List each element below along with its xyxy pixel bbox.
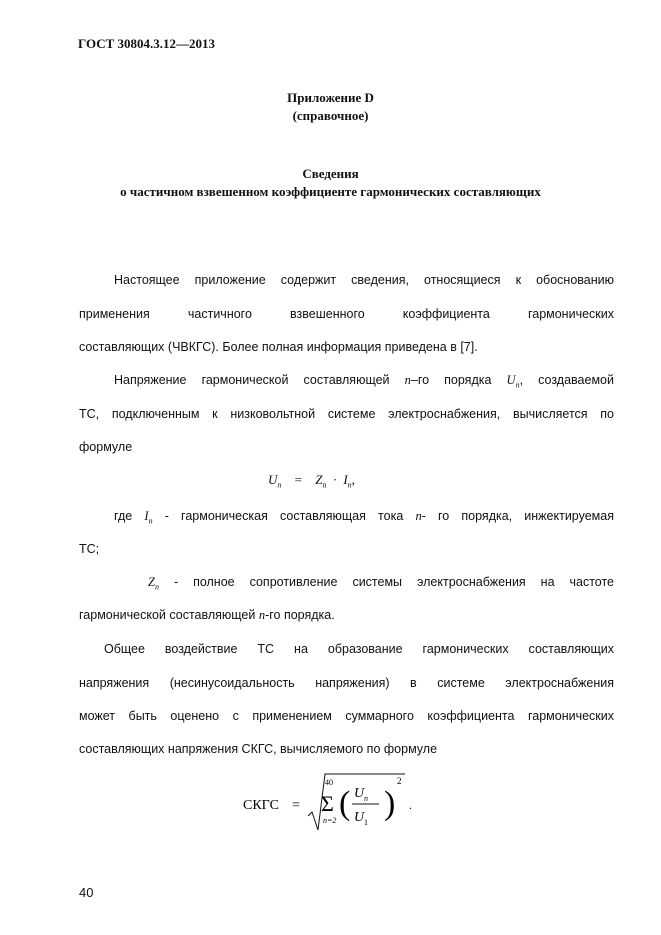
paragraph-3-line-1: Общее воздействие ТС на образование гармонических составляющих	[104, 642, 614, 656]
fraction-numerator-sub: n	[364, 794, 368, 803]
p2-text-b: –го порядка	[410, 373, 492, 387]
page-number: 40	[79, 885, 94, 900]
exponent: 2	[397, 776, 402, 786]
p2-n-symbol: n	[404, 373, 411, 387]
paragraph-2-line-1	[114, 372, 614, 394]
sum-upper-limit: 40	[325, 778, 333, 787]
eq2-end: .	[409, 798, 412, 812]
paragraph-3-line-3: может быть оценено с применением суммарного коэффициента гармонических	[79, 709, 614, 723]
fraction-denominator-sub: 1	[364, 818, 368, 827]
p2-text-a: Напряжение гармонической составляющей	[114, 373, 390, 387]
section-title: Сведения	[302, 166, 359, 181]
sigma-symbol: Σ	[321, 791, 334, 816]
sum-lower-limit: n=2	[323, 816, 337, 825]
where-current-line-2: ТС;	[79, 542, 100, 556]
paragraph-2-line-2: ТС, подключенным к низковольтной системе электроснабжения, вычисляется по	[79, 407, 614, 421]
section-subtitle: о частичном взвешенном коэффициенте гармонических составляющих	[120, 184, 541, 199]
paragraph-3-line-4: составляющих напряжения СКГС, вычисляемого по формуле	[79, 742, 438, 756]
fraction-denominator: U	[354, 810, 365, 825]
paragraph-1-line-2: применения частичного взвешенного коэффициента гармонических	[79, 307, 614, 321]
equation-voltage: $U_n = Z_n \cdot I_n$,	[268, 472, 355, 490]
appendix-note: (справочное)	[292, 108, 369, 123]
where-impedance-line-1: $Z_n$ - полное сопротивление системы электроснабжения на частоте	[148, 575, 614, 592]
paragraph-1-line-1: Настоящее приложение содержит сведения, относящиеся к обоснованию	[114, 273, 614, 287]
equation-thd-graphic	[243, 770, 413, 834]
appendix-title: Приложение D	[287, 90, 374, 105]
paragraph-2-line-3: формуле	[79, 440, 133, 454]
left-paren: (	[339, 785, 351, 822]
fraction-numerator: U	[354, 786, 365, 801]
eq2-equals: =	[292, 798, 300, 813]
paragraph-1-line-3: составляющих (ЧВКГС). Более полная информация приведена в [7].	[79, 340, 478, 354]
equation-thd	[243, 770, 413, 834]
p2-u-symbol: $U_n$	[506, 373, 520, 390]
eq2-lhs: СКГС	[243, 798, 279, 813]
paragraph-3-line-2: напряжения (несинусоидальность напряжения) в системе электроснабжения	[79, 676, 614, 690]
where-current-line-1: где $I_n$ - гармоническая составляющая тока n- го порядка, инжектируемая	[114, 509, 614, 526]
where-impedance-line-2: гармонической составляющей n-го порядка.	[79, 608, 335, 622]
right-paren: )	[384, 785, 396, 822]
document-header: ГОСТ 30804.3.12—2013	[78, 36, 216, 51]
p2-text-c: , создаваемой	[519, 373, 614, 387]
